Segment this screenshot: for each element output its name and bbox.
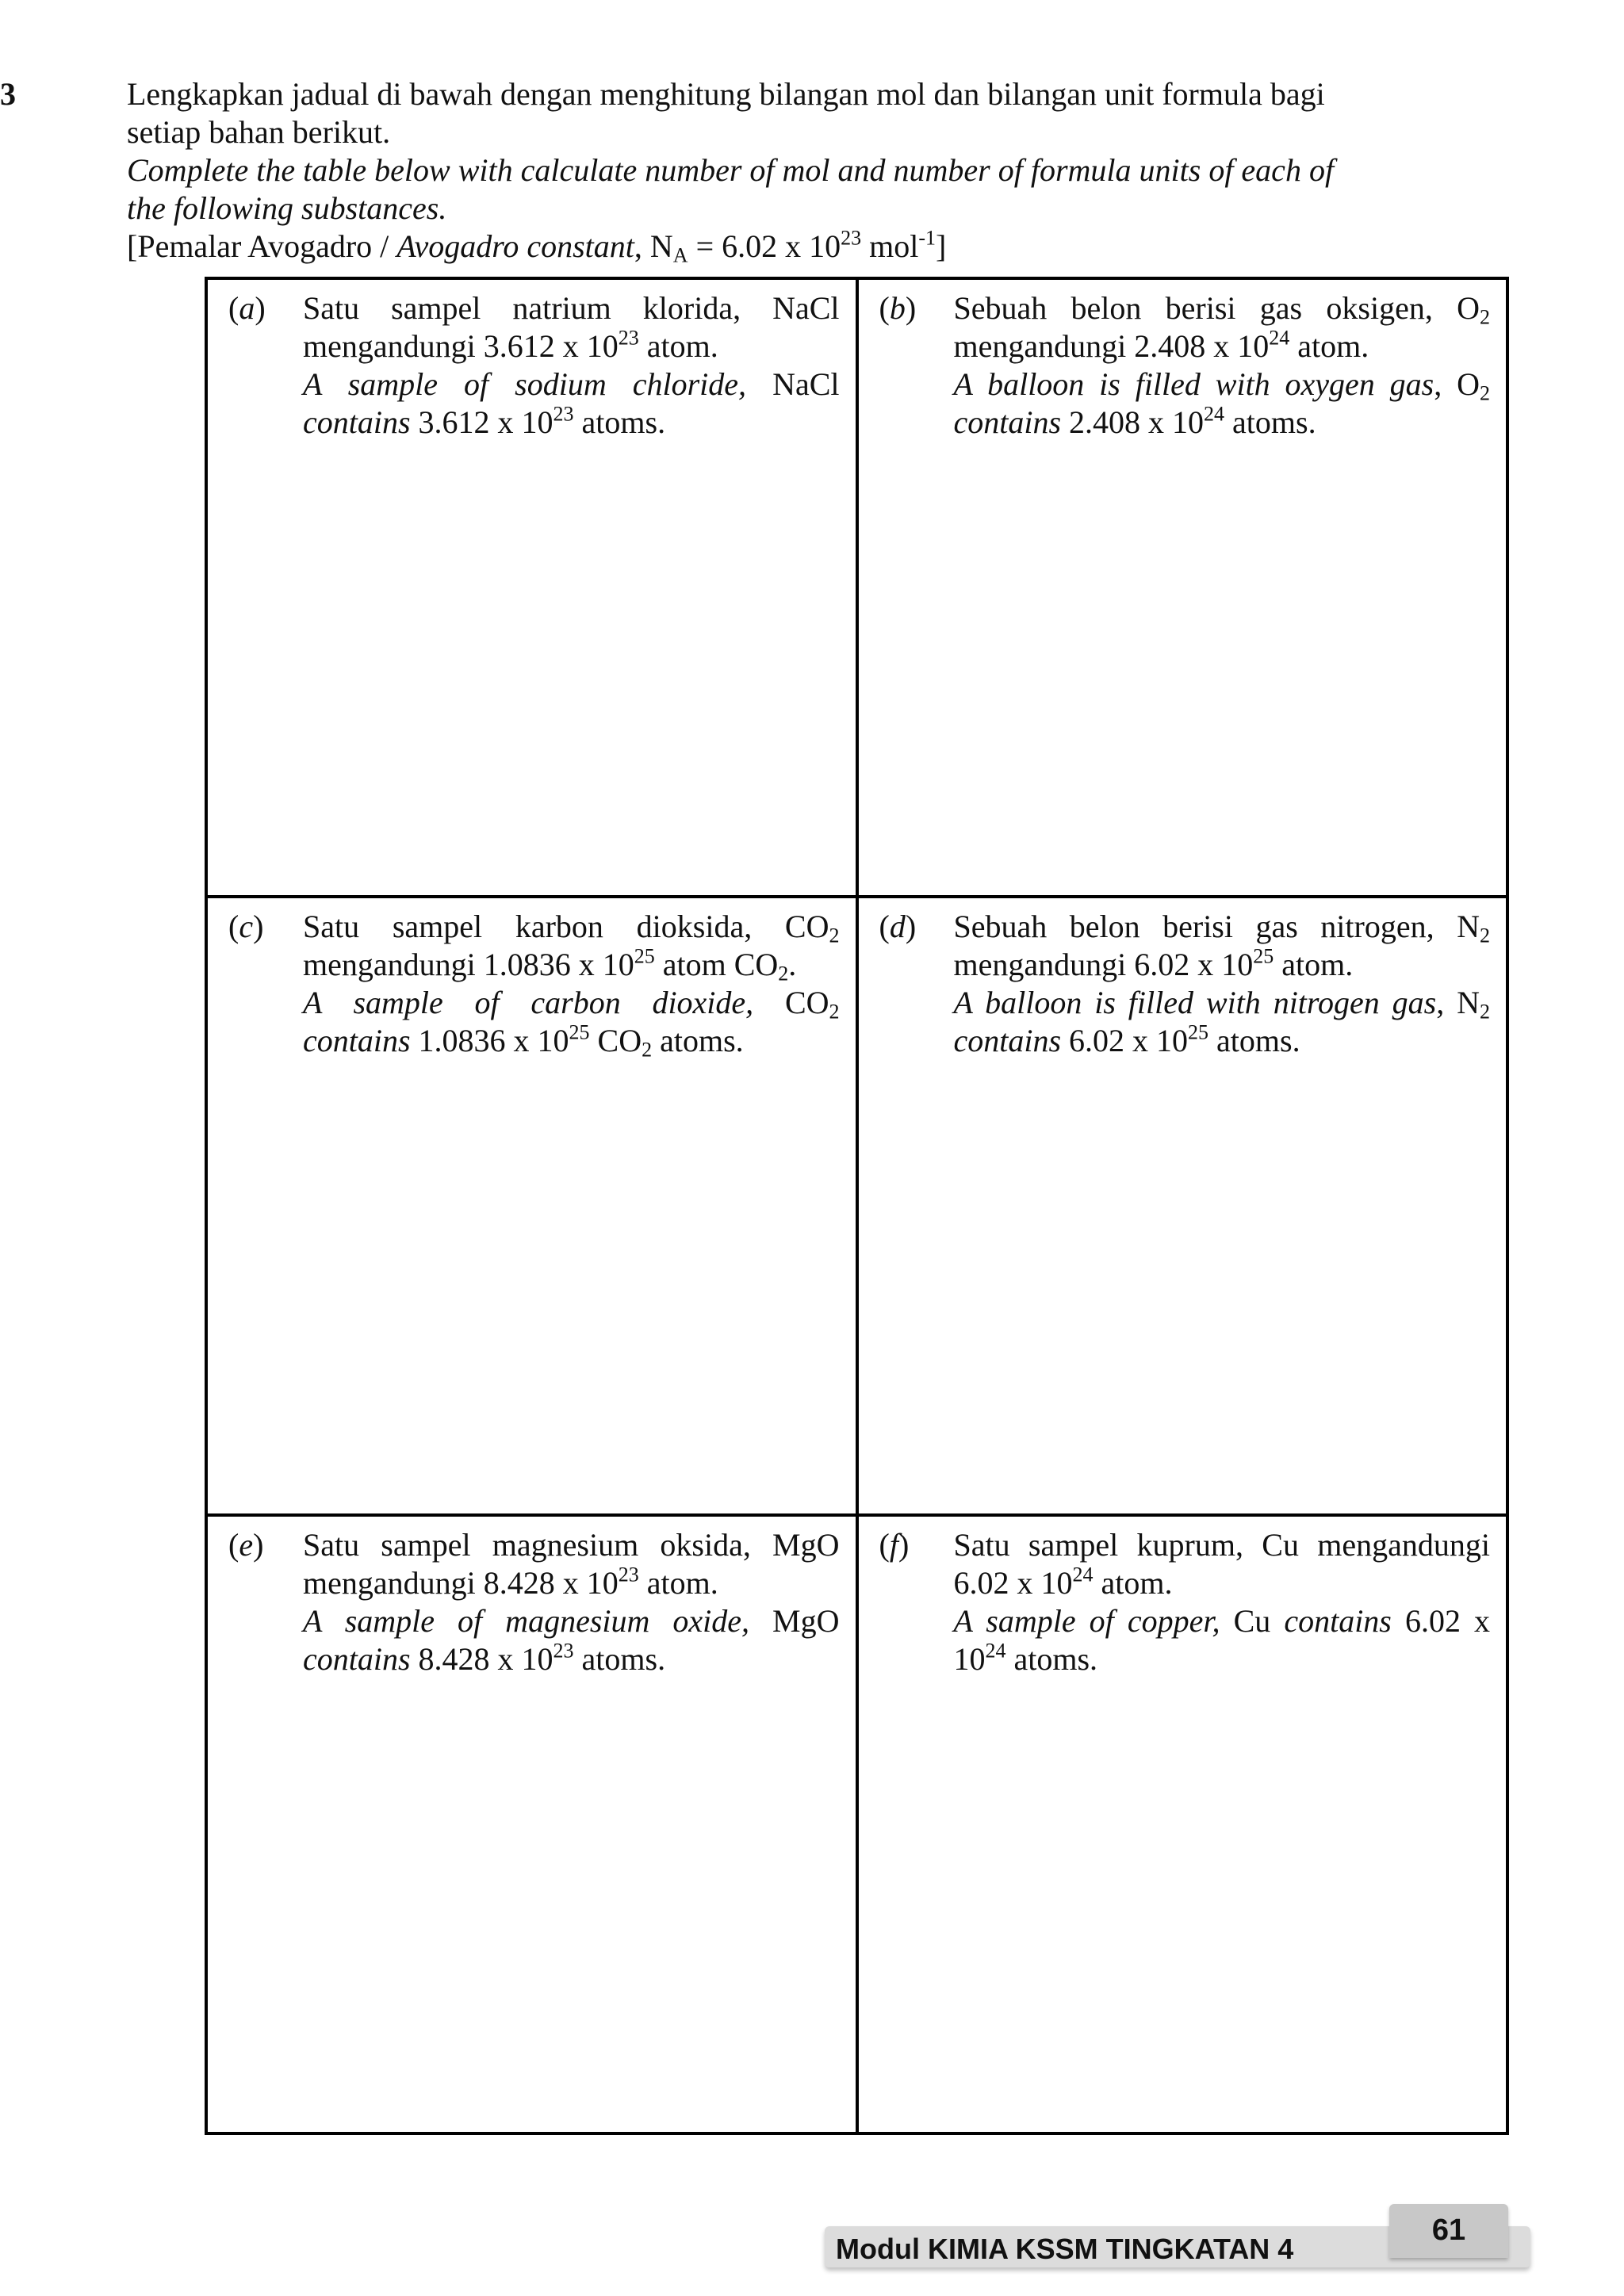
cell-a-malay-2: mengandungi 3.612 x $10^{23}$ atom. — [303, 326, 718, 364]
cell-d-english-1: A balloon is filled with nitrogen gas, $N_2$ — [953, 985, 1490, 1024]
instruction-malay: Lengkapkan jadual di bawah dengan menghitung bilangan mol dan bilangan unit formula bagi — [127, 76, 1325, 112]
module-title: Modul KIMIA KSSM TINGKATAN 4 — [836, 2233, 1294, 2265]
part-label-b: (b) — [879, 290, 917, 326]
cell-d-english-2: contains 6.02 x $10^{25}$ atoms. — [953, 1020, 1300, 1058]
cell-f-malay-2: 6.02 x $10^{24}$ atom. — [953, 1563, 1173, 1601]
page-number: 61 — [1431, 2214, 1466, 2247]
cell-e[interactable] — [206, 1515, 857, 2133]
cell-e-malay-2: mengandungi 8.428 x $10^{23}$ atom. — [303, 1563, 718, 1601]
cell-c-english-1: A sample of carbon dioxide, $CO_2$ — [303, 985, 840, 1024]
cell-c[interactable] — [206, 897, 857, 1515]
avogadro-constant: [Pemalar Avogadro / Avogadro constant, $N_A = 6.02$ x $10^{23}$ mol$^{-1}$] — [127, 226, 947, 267]
cell-e-malay-1: Satu sampel magnesium oksida, MgO — [303, 1527, 840, 1563]
part-label-d: (d) — [879, 909, 917, 944]
cell-f-english-1: A sample of copper, Cu contains 6.02 x — [953, 1603, 1491, 1639]
cell-f-english-2: $10^{24}$ atoms. — [953, 1639, 1098, 1677]
part-label-a: (a) — [228, 290, 266, 326]
part-label-e: (e) — [228, 1527, 264, 1563]
cell-e-english-1: A sample of magnesium oxide, MgO — [303, 1603, 840, 1639]
cell-b-english-2: contains 2.408 x $10^{24}$ atoms. — [953, 402, 1316, 440]
cell-a[interactable] — [206, 278, 857, 897]
cell-a-malay-1: Satu sampel natrium klorida, NaCl — [303, 290, 840, 326]
cell-a-english-1: A sample of sodium chloride, NaCl — [303, 366, 840, 402]
instruction-malay-cont: setiap bahan berikut. — [127, 114, 391, 150]
instruction-english: Complete the table below with calculate number of mol and number of formula units of each of — [127, 152, 1335, 188]
cell-b-malay-1: Sebuah belon berisi gas oksigen, $O_2$ — [953, 290, 1490, 329]
cell-b-english-1: A balloon is filled with oxygen gas, $O_2$ — [953, 366, 1491, 405]
question-number: 3 — [0, 76, 16, 112]
cell-b-malay-2: mengandungi 2.408 x $10^{24}$ atom. — [953, 326, 1369, 364]
question-block — [0, 75, 1507, 267]
cell-c-malay-1: Satu sampel karbon dioksida, $CO_2$ — [303, 909, 840, 947]
cell-f-malay-1: Satu sampel kuprum, Cu mengandungi — [953, 1527, 1490, 1563]
cell-c-malay-2: mengandungi 1.0836 x $10^{25}$ atom $CO_2$. — [303, 944, 797, 985]
cell-a-english-2: contains 3.612 x $10^{23}$ atoms. — [303, 402, 666, 440]
answer-table — [205, 277, 1509, 2135]
cell-b[interactable] — [857, 278, 1508, 897]
cell-d-malay-2: mengandungi 6.02 x $10^{25}$ atom. — [953, 944, 1354, 982]
instruction-english-cont: the following substances. — [127, 190, 447, 226]
part-label-c: (c) — [228, 909, 264, 944]
cell-e-english-2: contains 8.428 x $10^{23}$ atoms. — [303, 1639, 666, 1677]
cell-c-english-2: contains 1.0836 x $10^{25}$ $CO_2$ atoms. — [303, 1020, 744, 1062]
cell-d[interactable] — [857, 897, 1508, 1515]
cell-f[interactable] — [857, 1515, 1508, 2133]
part-label-f: (f) — [879, 1527, 910, 1563]
page-number-tab — [1389, 2204, 1508, 2258]
cell-d-malay-1: Sebuah belon berisi gas nitrogen, $N_2$ — [953, 909, 1490, 947]
